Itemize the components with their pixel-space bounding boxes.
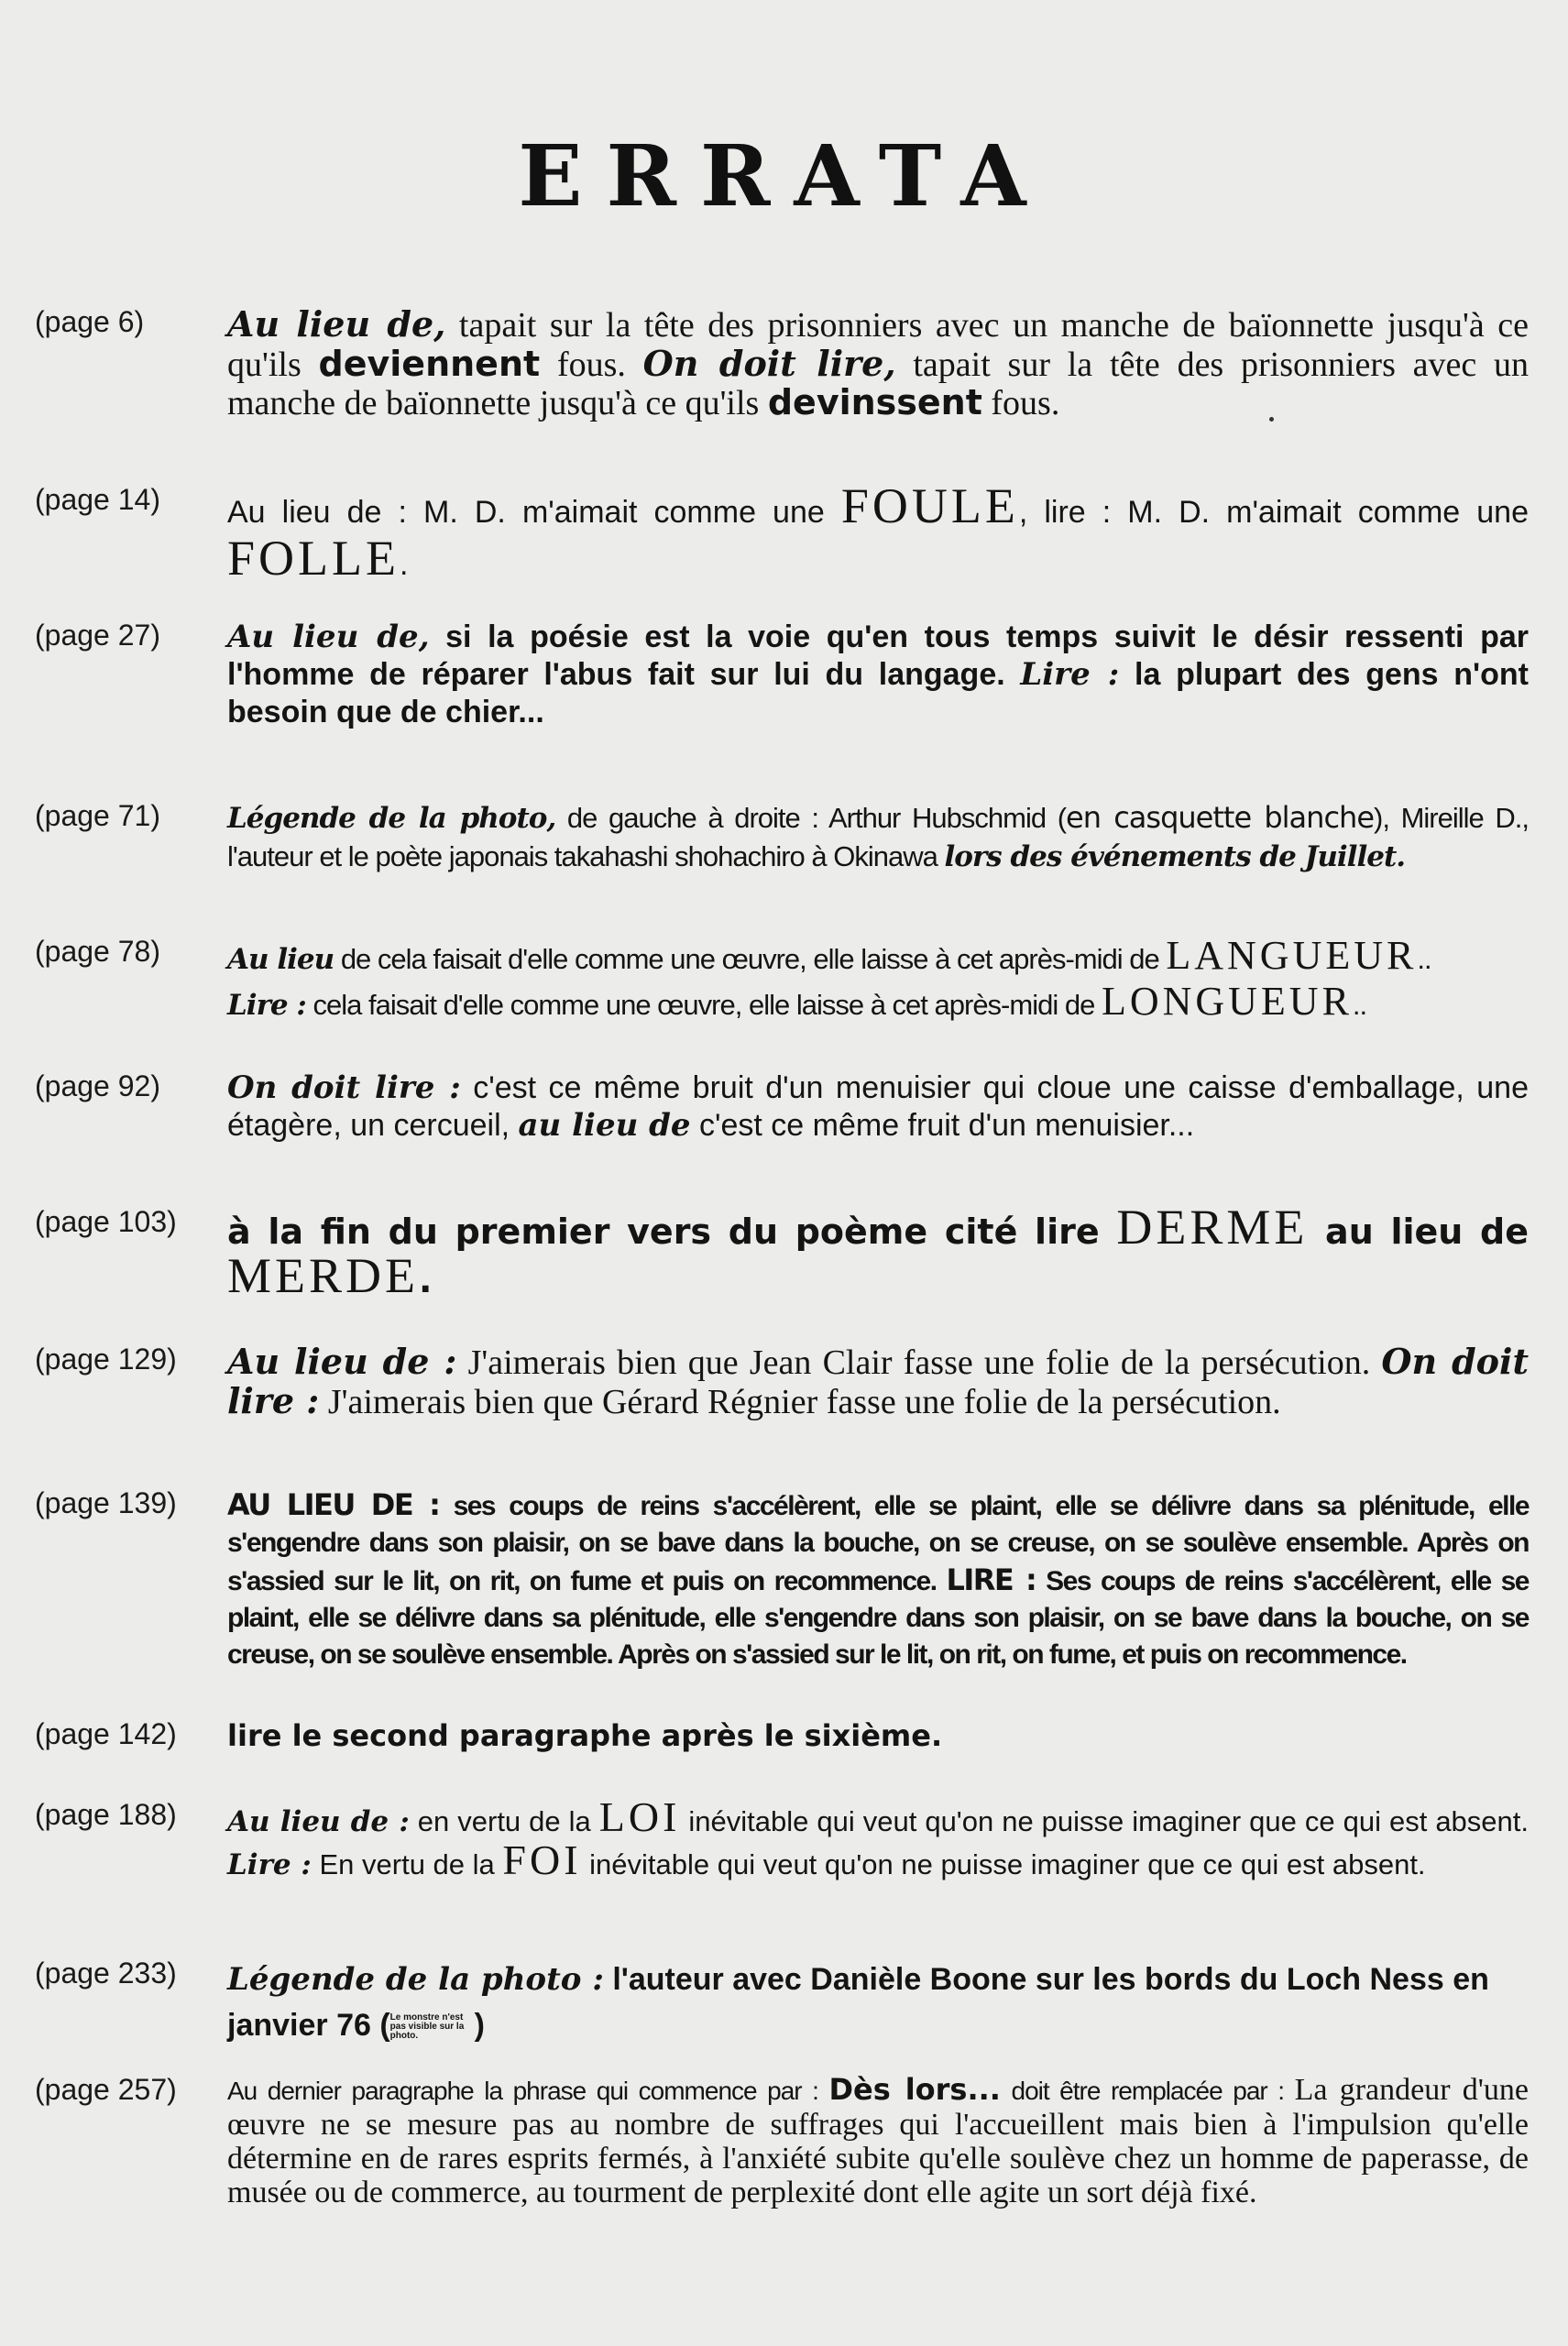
lead-phrase: Légende de la photo :: [227, 1961, 604, 1998]
page-ref: (page 257): [35, 2073, 177, 2106]
page-ref: (page 233): [35, 1957, 177, 1990]
correction-text: Au lieu de : en vertu de la LOI inévitable qui veut qu'on ne puisse imaginer que ce qui est absent. Lire : En vertu de la FOI inévitable qui veut qu'on ne puisse imaginer que ce qui est absent.: [227, 1793, 1530, 1883]
correction-text: à la fin du premier vers du poème cité lire DERME au lieu de MERDE.: [227, 1200, 1530, 1303]
correct-word: DERME: [1116, 1200, 1309, 1255]
page-ref: (page 129): [35, 1343, 177, 1376]
lead-phrase: Au lieu: [227, 943, 334, 976]
page-ref: (page 27): [35, 619, 160, 652]
footnote-text: Le monstre n'est pas visible sur la photo.: [389, 2012, 465, 2042]
correction-text: Légende de la photo : l'auteur avec Danièle Boone sur les bords du Loch Ness en janvier 76 (Le monstre n'est pas visible sur la photo. ): [227, 1961, 1489, 2043]
correct-word: FOLLE: [227, 531, 400, 586]
correction-text: lire le second paragraphe après le sixième.: [227, 1718, 943, 1753]
wrong-word: LOI: [598, 1793, 681, 1840]
page-ref: (page 92): [35, 1069, 160, 1102]
lead-phrase: On doit lire :: [227, 1069, 461, 1106]
correction-text: Au lieu de, tapait sur la tête des prisonniers avec un manche de baïonnette jusqu'à ce qu'ils deviennent fous. On doit lire, tapait sur la tête des prisonniers avec un manche de baïonnette jusqu'à ce qu'ils devinssent fous.: [227, 303, 1529, 422]
page-ref: (page 142): [35, 1717, 177, 1750]
correction-text: Au lieu de cela faisait d'elle comme une œuvre, elle laisse à cet après-midi de LANGUEUR.. Lire : cela faisait d'elle comme une œuvre, elle laisse à cet après-midi de LONGUEUR..: [227, 933, 1431, 1024]
page-ref: (page 139): [35, 1486, 177, 1519]
correction-text: Légende de la photo, de gauche à droite : Arthur Hubschmid (en casquette blanche), Mireille D., l'auteur et le poète japonais takahashi shohachiro à Okinawa lors des événements de Juillet.: [227, 800, 1530, 873]
correct-word: devinssent: [767, 382, 982, 422]
wrong-word: MERDE: [227, 1248, 419, 1303]
lead-phrase: Au lieu de :: [227, 1805, 410, 1838]
correct-word: LONGUEUR: [1101, 979, 1353, 1024]
lead-phrase: Au lieu de :: [227, 1341, 457, 1382]
lead-phrase: au lieu de: [518, 1107, 691, 1144]
correction-text: On doit lire : c'est ce même bruit d'un menuisier qui cloue une caisse d'emballage, une étagère, un cercueil, au lieu de c'est ce même fruit d'un menuisier...: [227, 1069, 1529, 1144]
page-ref: (page 71): [35, 799, 160, 832]
lead-phrase: Lire :: [1020, 656, 1120, 693]
page-ref: (page 188): [35, 1798, 177, 1831]
lead-phrase: AU LIEU DE :: [227, 1487, 440, 1522]
lead-phrase: lors des événements de Juillet.: [944, 840, 1406, 873]
correction-text: Au lieu de : M. D. m'aimait comme une FOULE, lire : M. D. m'aimait comme une FOLLE.: [227, 478, 1529, 586]
quoted-phrase: Dès lors...: [828, 2072, 1001, 2107]
correct-word: FOI: [502, 1836, 582, 1883]
page-ref: (page 6): [35, 305, 145, 338]
wrong-word: deviennent: [318, 344, 541, 384]
page-ref: (page 78): [35, 935, 160, 968]
ink-speck: [1269, 417, 1274, 422]
wrong-word: LANGUEUR: [1166, 933, 1418, 978]
lead-phrase: On doit lire :: [227, 1341, 1529, 1421]
correction-text: Au lieu de : J'aimerais bien que Jean Clair fasse une folie de la persécution. On doit lire : J'aimerais bien que Gérard Régnier fasse une folie de la persécution.: [227, 1341, 1529, 1421]
correction-text: Au lieu de, si la poésie est la voie qu'en tous temps suivit le désir ressenti par l'homme de réparer l'abus fait sur lui du langage. Lire : la plupart des gens n'ont besoin que de chier...: [227, 619, 1529, 729]
ransom-text: en casquette blanche: [1066, 800, 1375, 835]
lead-phrase: Au lieu de,: [227, 303, 446, 345]
correction-text: AU LIEU DE : ses coups de reins s'accélèrent, elle se plaint, elle se délivre dans sa plénitude, elle s'engendre dans son plaisir, on se bave dans la bouche, on se creuse, on se soulève ensemble. Après on s'assied sur le lit, on rit, on fume et puis on recommence. LIRE : Ses coups de reins s'accélèrent, elle se plaint, elle se délivre dans sa plénitude, elle s'engendre dans son plaisir, on se bave dans la bouche, on se creuse, on se soulève ensemble. Après on s'assied sur le lit, on rit, on fume, et puis on recommence.: [227, 1487, 1530, 1670]
wrong-word: FOULE: [840, 478, 1019, 533]
lead-phrase: Au lieu de,: [227, 619, 430, 655]
lead-phrase: LIRE :: [946, 1562, 1036, 1597]
lead-phrase: Légende de la photo,: [227, 802, 556, 835]
lead-phrase: On doit lire,: [642, 343, 896, 384]
lead-phrase: Lire :: [227, 1848, 312, 1881]
lead-phrase: Lire :: [227, 989, 306, 1022]
page-ref: (page 103): [35, 1205, 177, 1238]
page-ref: (page 14): [35, 483, 160, 516]
correction-text: Au dernier paragraphe la phrase qui commence par : Dès lors... doit être remplacée par : La grandeur d'une œuvre ne se mesure pas au nombre de suffrages qui l'accueillent mais bien à l'impulsion qu'elle détermine en de rares esprits fermés, à l'anxiété subite qu'elle soulève chez un homme de paperasse, de musée ou de commerce, au tourment de perplexité dont elle agite un sort déjà fixé.: [227, 2072, 1530, 2209]
page-title: ERRATA: [518, 126, 1050, 225]
